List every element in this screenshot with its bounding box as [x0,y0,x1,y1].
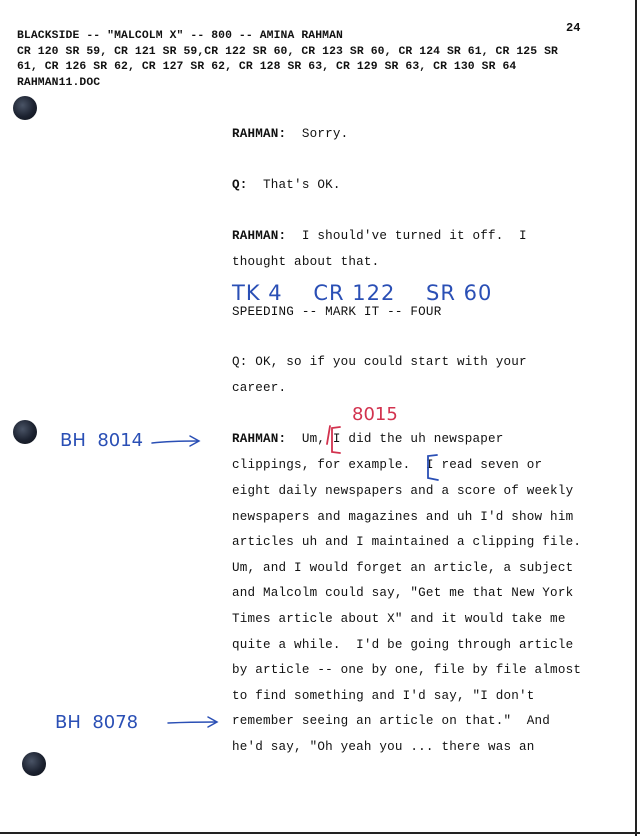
header-title: BLACKSIDE -- "MALCOLM X" -- 800 -- AMINA RAHMAN [17,30,343,42]
speaker-label: RAHMAN: [232,432,287,446]
line-text: Sorry. [301,127,349,141]
transcript-line: eight daily newspapers and a score of weekly [232,484,574,498]
header-reels-2: 61, CR 126 SR 62, CR 127 SR 62, CR 128 SR 63, CR 129 SR 63, CR 130 SR 64 [17,61,517,73]
transcript-line: quite a while. I'd be going through article [232,638,574,652]
transcript-line: SPEEDING -- MARK IT -- FOUR [232,305,442,319]
transcript-line: remember seeing an article on that." And [232,714,551,728]
transcript-line: articles uh and I maintained a clipping file. [232,535,582,549]
transcript-line: he'd say, "Oh yeah you ... there was an [232,740,535,754]
speaker-label: RAHMAN: [232,127,287,141]
transcript-line: Um, and I would forget an article, a subject [232,561,574,575]
transcript-line: career. [232,381,287,395]
transcript-line: to find something and I'd say, "I don't [232,689,535,703]
transcript-line: newspapers and magazines and uh I'd show him [232,510,574,524]
handwritten-red-note: 8015 [352,404,398,425]
line-text: I should've turned it off. I [301,229,527,243]
transcript-line: Q: OK, so if you could start with your [232,355,527,369]
transcript-line: clippings, for example. I read seven or [232,458,543,472]
page-number: 24 [566,21,581,35]
speaker-label: Q: [232,178,248,192]
header-reels-1: CR 120 SR 59, CR 121 SR 59,CR 122 SR 60, CR 123 SR 60, CR 124 SR 61, CR 125 SR [17,45,558,58]
red-bracket-mark [327,426,340,453]
blue-bracket-mark [428,455,438,480]
arrow-right-icon [152,436,199,446]
line-text: That's OK. [263,178,341,192]
handwritten-take-note: TK 4 CR 122 SR 60 [232,281,493,305]
transcript-line: Times article about X" and it would take me [232,612,566,626]
handwritten-margin-note: BH 8014 [60,430,144,451]
header-filename: RAHMAN11.DOC [17,76,101,89]
transcript-line: thought about that. [232,255,380,269]
transcript-line: and Malcolm could say, "Get me that New York [232,586,574,600]
transcript-line: by article -- one by one, file by file almost [232,663,582,677]
line-text: Um, I did the uh newspaper [301,432,504,446]
speaker-label: RAHMAN: [232,229,287,243]
handwritten-margin-note: BH 8078 [55,712,139,733]
arrow-right-icon [168,717,217,727]
